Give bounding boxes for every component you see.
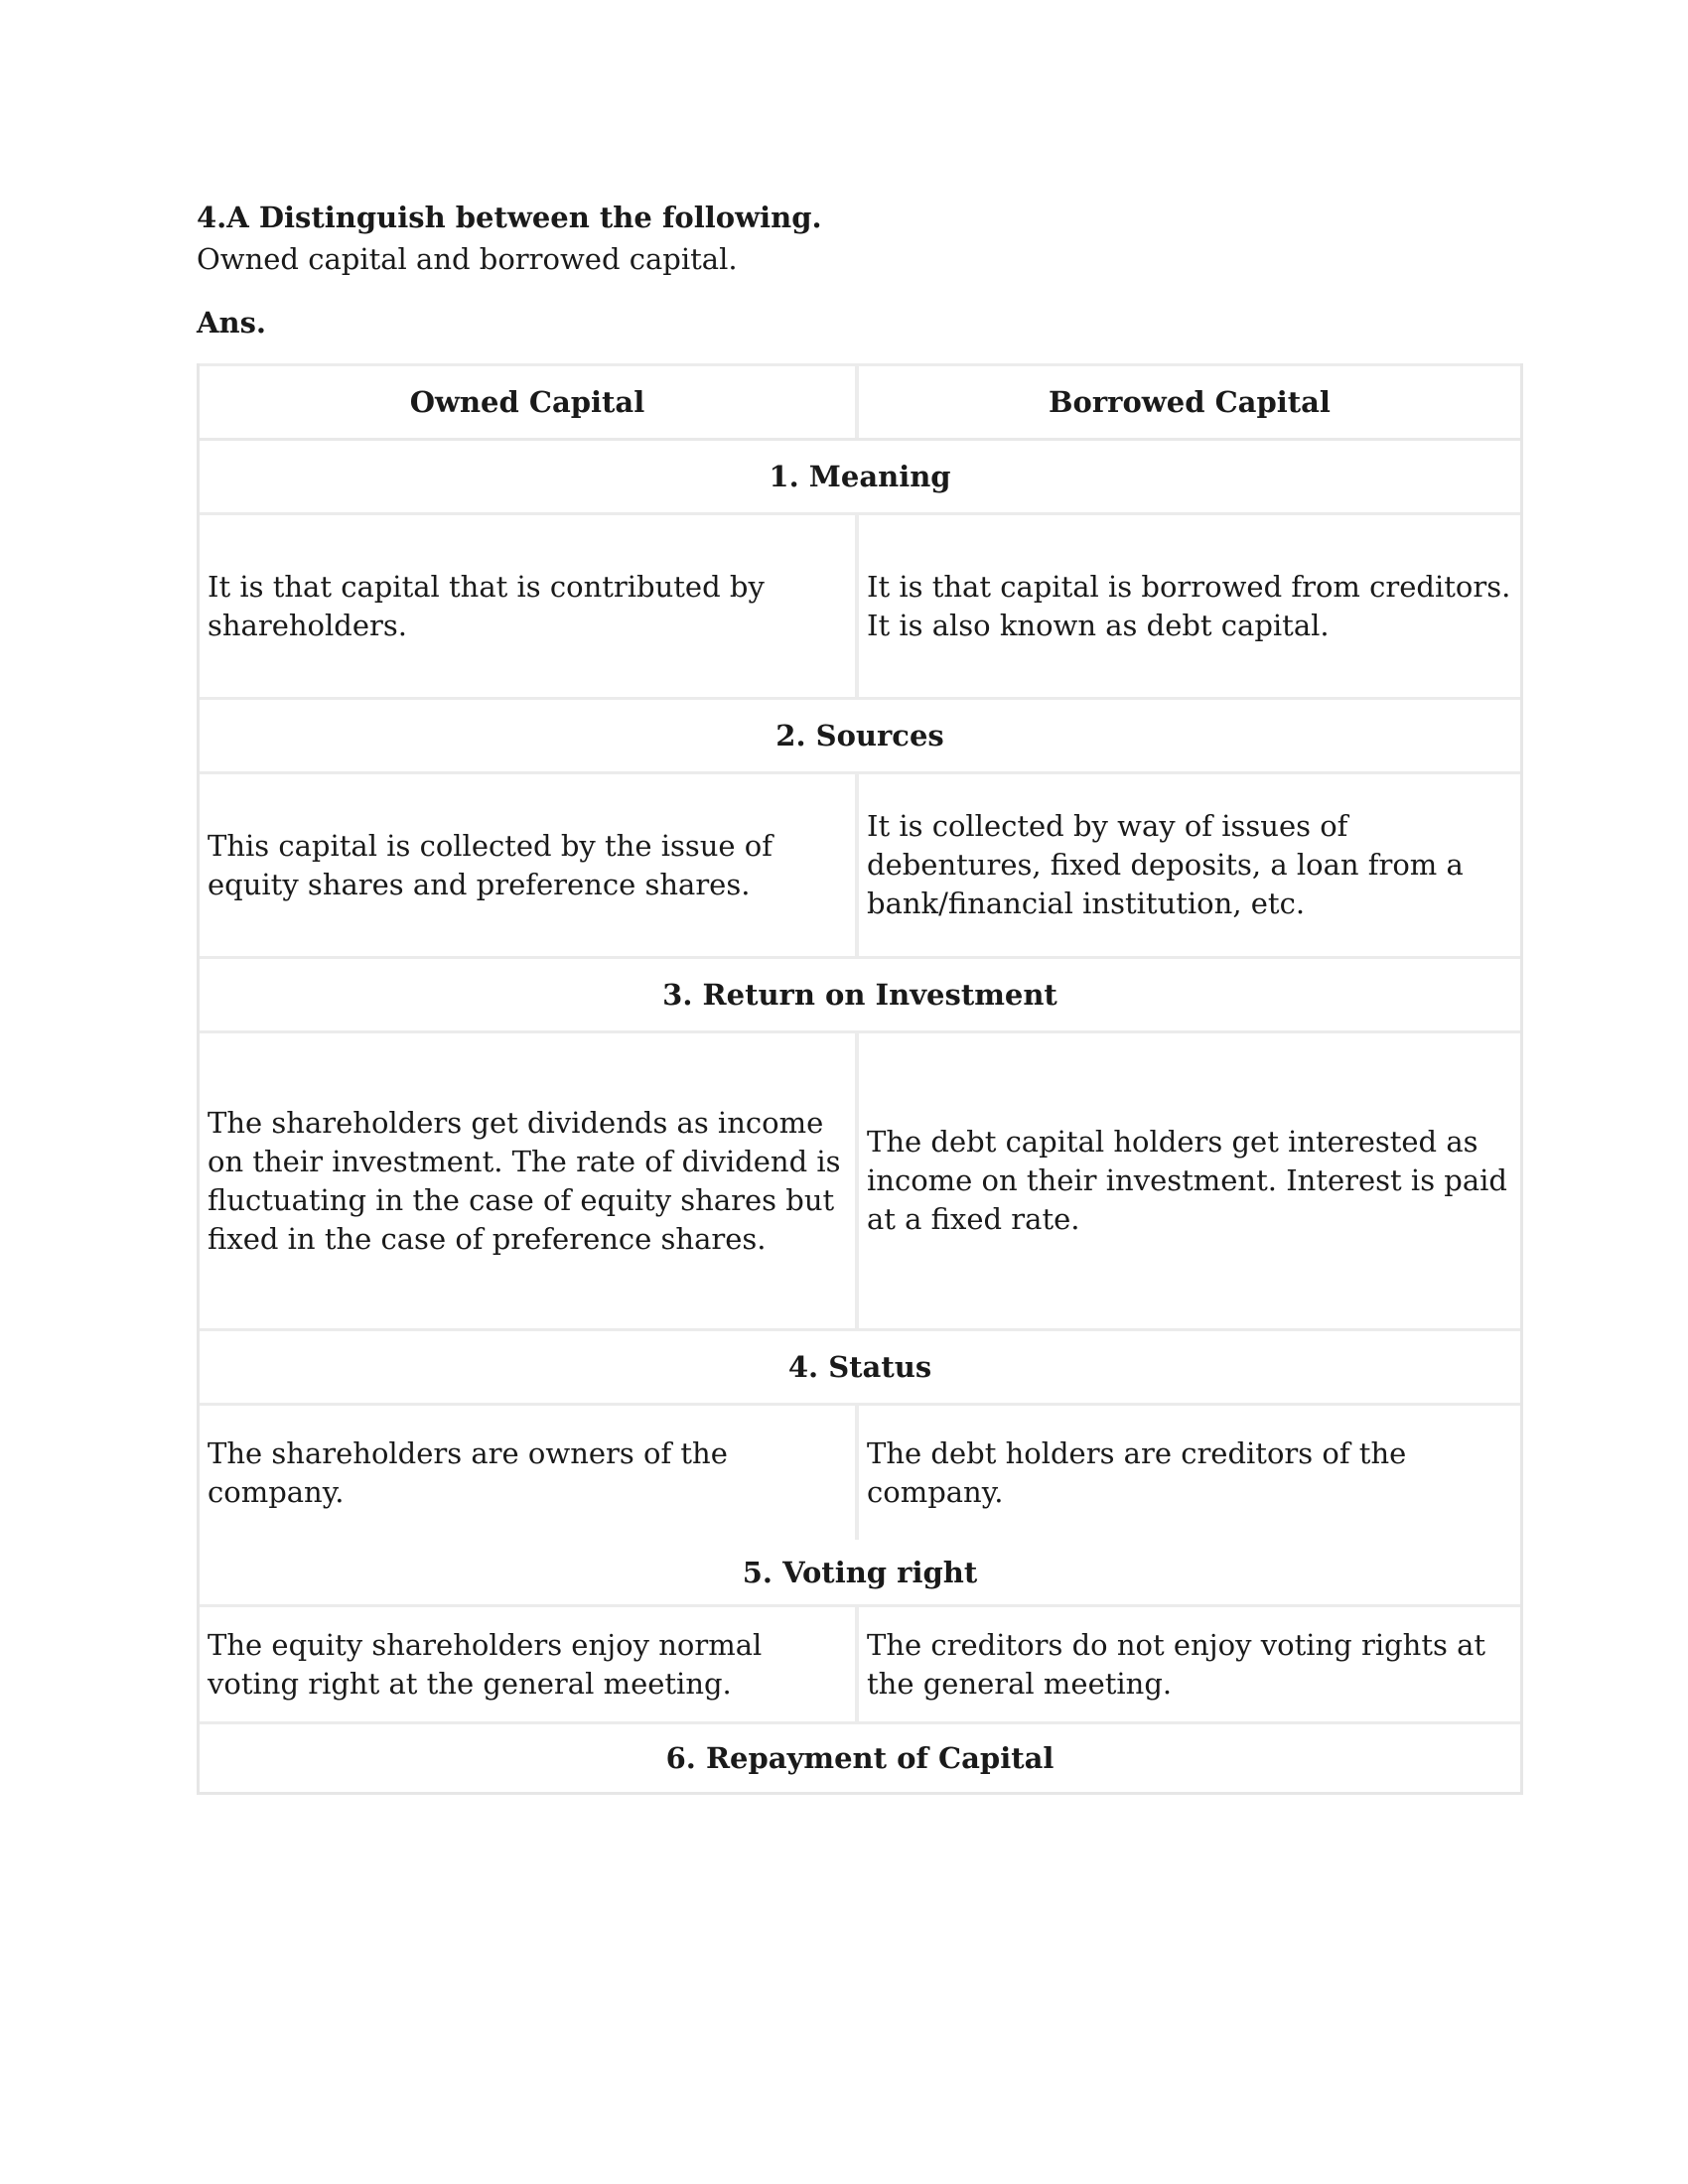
owned-cell-voting: The equity shareholders enjoy normal voting right at the general meeting.	[200, 1607, 859, 1721]
section-heading-meaning: 1. Meaning	[200, 441, 1520, 515]
borrowed-cell-sources: It is collected by way of issues of debentures, fixed deposits, a loan from a bank/financial institution, etc.	[867, 809, 1464, 920]
comparison-table	[197, 363, 1523, 1795]
owned-cell-sources: This capital is collected by the issue of equity shares and preference shares.	[200, 774, 859, 956]
table-row	[200, 1607, 1520, 1724]
section-heading-voting-right: 5. Voting right	[200, 1540, 1520, 1607]
section-heading-status: 4. Status	[200, 1331, 1520, 1406]
section-heading-return-on-investment: 3. Return on Investment	[200, 959, 1520, 1033]
table-row	[200, 774, 1520, 959]
owned-cell-status: The shareholders are owners of the company.	[200, 1406, 859, 1540]
table-row	[200, 515, 1520, 700]
header-borrowed-capital: Borrowed Capital	[1049, 384, 1331, 419]
question-subtitle: Owned capital and borrowed capital.	[197, 242, 738, 276]
question-title: 4.A Distinguish between the following.	[197, 201, 822, 234]
borrowed-cell-return: The debt capital holders get interested as income on their investment. Interest is paid at a fixed rate.	[867, 1125, 1507, 1236]
section-heading-repayment-of-capital: 6. Repayment of Capital	[665, 1741, 1055, 1775]
owned-cell-meaning: It is that capital that is contributed by shareholders.	[200, 515, 859, 697]
header-owned-capital: Owned Capital	[200, 366, 859, 438]
table-row	[200, 1033, 1520, 1331]
borrowed-cell-status: The debt holders are creditors of the company.	[867, 1435, 1407, 1509]
table-row	[200, 1406, 1520, 1540]
answer-label: Ans.	[197, 306, 267, 340]
document-page	[197, 197, 1523, 1775]
table-header-row	[200, 363, 1520, 441]
borrowed-cell-meaning: It is that capital is borrowed from creditors. It is also known as debt capital.	[867, 569, 1511, 642]
borrowed-cell-voting: The creditors do not enjoy voting rights at the general meeting.	[867, 1627, 1486, 1701]
owned-cell-return: The shareholders get dividends as income on their investment. The rate of dividend is fluctuating in the case of equity shares but fixed in the case of preference shares.	[200, 1033, 859, 1328]
section-heading-sources: 2. Sources	[200, 700, 1520, 774]
